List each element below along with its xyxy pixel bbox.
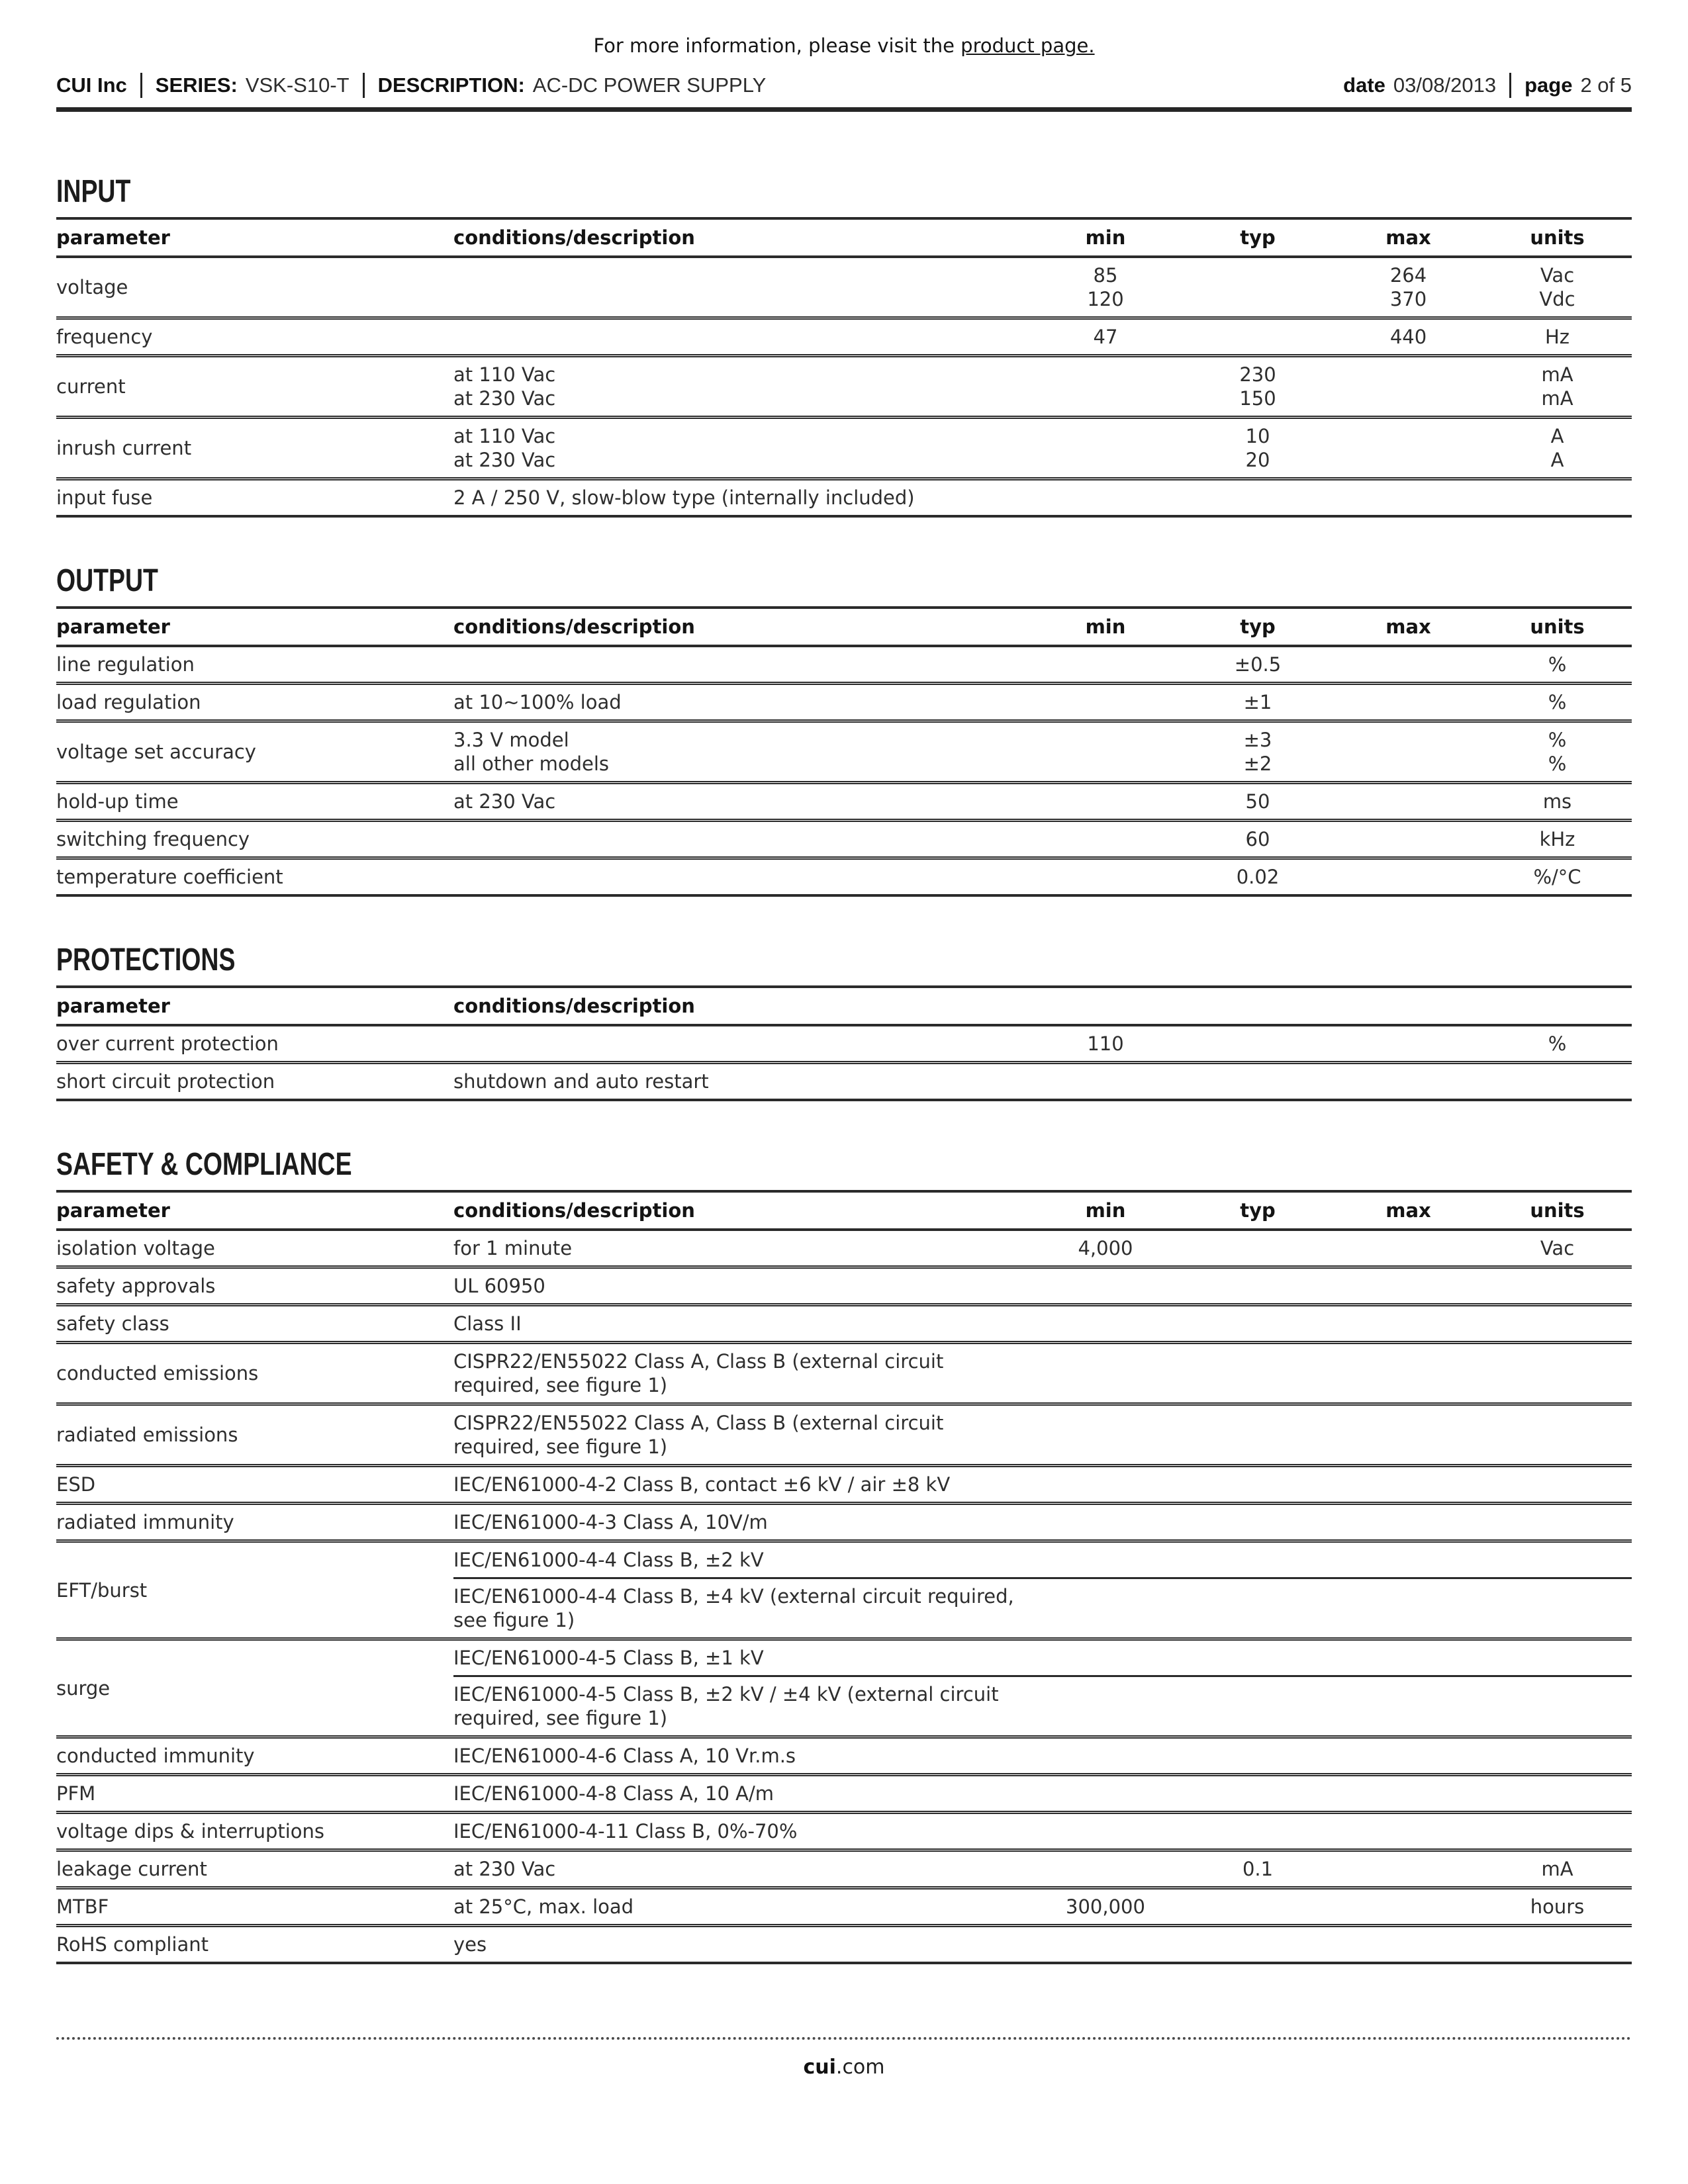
units-cell: kHz <box>1539 828 1575 850</box>
typ-cell: ±1 <box>1243 691 1272 713</box>
param-cell: inrush current <box>56 437 192 459</box>
table-row <box>56 647 1632 685</box>
param-cell: load regulation <box>56 691 201 713</box>
table-row <box>56 1776 1632 1814</box>
description-label: DESCRIPTION: <box>377 73 525 97</box>
param-cell: switching frequency <box>56 828 250 850</box>
col-conditions: conditions/description <box>453 615 695 638</box>
units-cell: Vac <box>1540 1237 1575 1259</box>
typ-cell: 60 <box>1245 828 1270 850</box>
typ-cell: 0.1 <box>1242 1858 1274 1880</box>
section-output <box>56 564 1632 897</box>
page-footer <box>56 2037 1632 2079</box>
param-cell: PFM <box>56 1782 96 1805</box>
section-title: OUTPUT <box>56 563 158 598</box>
param-cell: MTBF <box>56 1895 109 1918</box>
conditions-cell: at 230 Vac <box>453 790 556 813</box>
units-cell: Hz <box>1544 326 1570 348</box>
col-min: min <box>1085 1199 1126 1222</box>
units-cell: hours <box>1530 1895 1585 1918</box>
divider <box>363 73 365 98</box>
param-cell: frequency <box>56 326 153 348</box>
param-cell: over current protection <box>56 1032 279 1055</box>
col-typ: typ <box>1240 226 1276 249</box>
col-units: units <box>1530 1199 1585 1222</box>
param-cell: input fuse <box>56 486 153 509</box>
safety-table <box>56 1190 1632 1964</box>
param-cell: voltage set accuracy <box>56 741 256 763</box>
conditions-cell: at 10~100% load <box>453 691 622 713</box>
units-cell: % <box>1548 1032 1567 1055</box>
table-row <box>56 1064 1632 1101</box>
conditions-cell: CISPR22/EN55022 Class A, Class B (external circuit required, see figure 1) <box>453 1350 944 1396</box>
conditions-cell: IEC/EN61000-4-2 Class B, contact ±6 kV / air ±8 kV <box>453 1473 951 1496</box>
conditions-cell: shutdown and auto restart <box>453 1070 709 1093</box>
param-cell: line regulation <box>56 653 195 676</box>
conditions-cell: at 25°C, max. load <box>453 1895 634 1918</box>
typ-cell: 10 20 <box>1245 425 1270 471</box>
param-cell: leakage current <box>56 1858 207 1880</box>
table-row <box>56 1505 1632 1543</box>
table-header-row <box>56 609 1632 647</box>
notice-text: For more information, please visit the <box>593 34 961 57</box>
typ-cell: 50 <box>1245 790 1270 813</box>
col-max: max <box>1385 1199 1431 1222</box>
conditions-cell: IEC/EN61000-4-4 Class B, ±4 kV (external circuit required, see figure 1) <box>453 1585 1014 1631</box>
divider <box>140 73 142 98</box>
param-cell: safety class <box>56 1312 169 1335</box>
table-row <box>56 1406 1632 1467</box>
conditions-cell: IEC/EN61000-4-5 Class B, ±1 kV <box>453 1647 764 1669</box>
table-header-row <box>56 988 1632 1026</box>
table-row <box>56 1927 1632 1964</box>
divider <box>1509 73 1511 98</box>
param-cell: surge <box>56 1676 111 1700</box>
units-cell: Vac Vdc <box>1539 264 1575 310</box>
table-row <box>56 1739 1632 1776</box>
table-row <box>56 419 1632 480</box>
table-row <box>56 1344 1632 1406</box>
table-row <box>56 1641 1632 1739</box>
col-conditions: conditions/description <box>453 1199 695 1222</box>
param-cell: temperature coefficient <box>56 866 283 888</box>
header-left <box>56 73 766 98</box>
table-row <box>56 822 1632 860</box>
param-cell: EFT/burst <box>56 1578 148 1602</box>
col-parameter: parameter <box>56 995 170 1017</box>
col-min: min <box>1085 226 1126 249</box>
date-value: 03/08/2013 <box>1393 73 1497 97</box>
table-row <box>56 258 1632 320</box>
conditions-cell: IEC/EN61000-4-11 Class B, 0%-70% <box>453 1820 798 1843</box>
section-safety-compliance <box>56 1148 1632 1964</box>
param-cell: short circuit protection <box>56 1070 275 1093</box>
min-cell: 300,000 <box>1066 1895 1145 1918</box>
page-label: page <box>1524 73 1573 97</box>
protections-table <box>56 985 1632 1101</box>
description-value: AC-DC POWER SUPPLY <box>532 73 767 97</box>
col-min: min <box>1085 615 1126 638</box>
sub-rows <box>453 1543 1632 1637</box>
table-row <box>56 1467 1632 1505</box>
table-row <box>56 860 1632 897</box>
typ-cell: ±0.5 <box>1234 653 1282 676</box>
footer-dotted-rule <box>56 2037 1632 2040</box>
units-cell: % <box>1548 691 1567 713</box>
conditions-cell: at 110 Vac at 230 Vac <box>453 425 556 471</box>
top-notice <box>56 34 1632 57</box>
param-cell: safety approvals <box>56 1275 216 1297</box>
param-cell: ESD <box>56 1473 96 1496</box>
col-units: units <box>1530 226 1585 249</box>
units-cell: A A <box>1550 425 1564 471</box>
table-row <box>56 357 1632 419</box>
conditions-cell: at 230 Vac <box>453 1858 556 1880</box>
conditions-cell: at 110 Vac at 230 Vac <box>453 363 556 410</box>
product-page-link[interactable]: product page. <box>961 34 1095 57</box>
min-cell: 4,000 <box>1078 1237 1133 1259</box>
conditions-cell: yes <box>453 1933 487 1956</box>
col-typ: typ <box>1240 1199 1276 1222</box>
conditions-cell: IEC/EN61000-4-3 Class A, 10V/m <box>453 1511 768 1533</box>
typ-cell: 230 150 <box>1239 363 1276 410</box>
typ-cell: 0.02 <box>1236 866 1280 888</box>
units-cell: mA <box>1541 1858 1573 1880</box>
table-row <box>56 1814 1632 1852</box>
units-cell: % % <box>1548 729 1567 775</box>
table-header-row <box>56 1193 1632 1231</box>
conditions-cell: for 1 minute <box>453 1237 573 1259</box>
sub-rows <box>453 1641 1632 1735</box>
conditions-cell: IEC/EN61000-4-4 Class B, ±2 kV <box>453 1549 764 1571</box>
col-parameter: parameter <box>56 1199 170 1222</box>
min-cell: 85 120 <box>1087 264 1124 310</box>
param-cell: conducted emissions <box>56 1362 259 1385</box>
conditions-cell: UL 60950 <box>453 1275 545 1297</box>
output-table <box>56 606 1632 897</box>
col-typ: typ <box>1240 615 1276 638</box>
conditions-cell: 3.3 V model all other models <box>453 729 609 775</box>
units-cell: % <box>1548 653 1567 676</box>
param-cell: conducted immunity <box>56 1745 255 1767</box>
param-cell: voltage dips & interruptions <box>56 1820 325 1843</box>
max-cell: 440 <box>1389 326 1427 348</box>
param-cell: isolation voltage <box>56 1237 215 1259</box>
header-right <box>1343 73 1632 98</box>
table-row <box>56 1026 1632 1064</box>
param-cell: voltage <box>56 276 128 298</box>
company-name: CUI Inc <box>56 73 127 97</box>
section-title: SAFETY & COMPLIANCE <box>56 1147 352 1182</box>
section-protections <box>56 943 1632 1101</box>
min-cell: 110 <box>1087 1032 1124 1055</box>
param-cell: RoHS compliant <box>56 1933 209 1956</box>
section-input <box>56 175 1632 518</box>
param-cell: radiated emissions <box>56 1424 238 1446</box>
table-row <box>56 685 1632 723</box>
series-label: SERIES: <box>155 73 238 97</box>
col-conditions: conditions/description <box>453 226 695 249</box>
section-title: INPUT <box>56 174 131 209</box>
document-header-bar <box>56 73 1632 98</box>
input-table <box>56 217 1632 518</box>
conditions-cell: CISPR22/EN55022 Class A, Class B (external circuit required, see figure 1) <box>453 1412 944 1458</box>
conditions-cell: IEC/EN61000-4-8 Class A, 10 A/m <box>453 1782 774 1805</box>
typ-cell: ±3 ±2 <box>1243 729 1272 775</box>
col-parameter: parameter <box>56 226 170 249</box>
header-rule <box>56 107 1632 112</box>
conditions-cell: IEC/EN61000-4-5 Class B, ±2 kV / ±4 kV (external circuit required, see figure 1) <box>453 1683 999 1729</box>
col-conditions: conditions/description <box>453 995 695 1017</box>
col-units: units <box>1530 615 1585 638</box>
col-max: max <box>1385 615 1431 638</box>
table-row <box>56 1231 1632 1269</box>
table-row <box>56 723 1632 784</box>
conditions-cell: Class II <box>453 1312 522 1335</box>
col-max: max <box>1385 226 1431 249</box>
table-row <box>56 480 1632 518</box>
param-cell: hold-up time <box>56 790 179 813</box>
table-row <box>56 1889 1632 1927</box>
units-cell: mA mA <box>1541 363 1573 410</box>
section-title: PROTECTIONS <box>56 942 236 978</box>
col-parameter: parameter <box>56 615 170 638</box>
cui-com-link[interactable]: cui.com <box>803 2056 885 2079</box>
table-row <box>56 1852 1632 1889</box>
param-cell: radiated immunity <box>56 1511 234 1533</box>
max-cell: 264 370 <box>1389 264 1427 310</box>
param-cell: current <box>56 375 126 398</box>
min-cell: 47 <box>1093 326 1118 348</box>
table-row <box>56 1543 1632 1641</box>
date-label: date <box>1343 73 1385 97</box>
table-row <box>56 1306 1632 1344</box>
series-value: VSK-S10-T <box>245 73 350 97</box>
table-row <box>56 320 1632 357</box>
conditions-cell: 2 A / 250 V, slow-blow type (internally included) <box>453 486 915 509</box>
table-row <box>56 1269 1632 1306</box>
table-header-row <box>56 220 1632 258</box>
units-cell: %/°C <box>1533 866 1581 888</box>
page-number: 2 of 5 <box>1580 73 1632 97</box>
conditions-cell: IEC/EN61000-4-6 Class A, 10 Vr.m.s <box>453 1745 796 1767</box>
units-cell: ms <box>1542 790 1572 813</box>
table-row <box>56 784 1632 822</box>
